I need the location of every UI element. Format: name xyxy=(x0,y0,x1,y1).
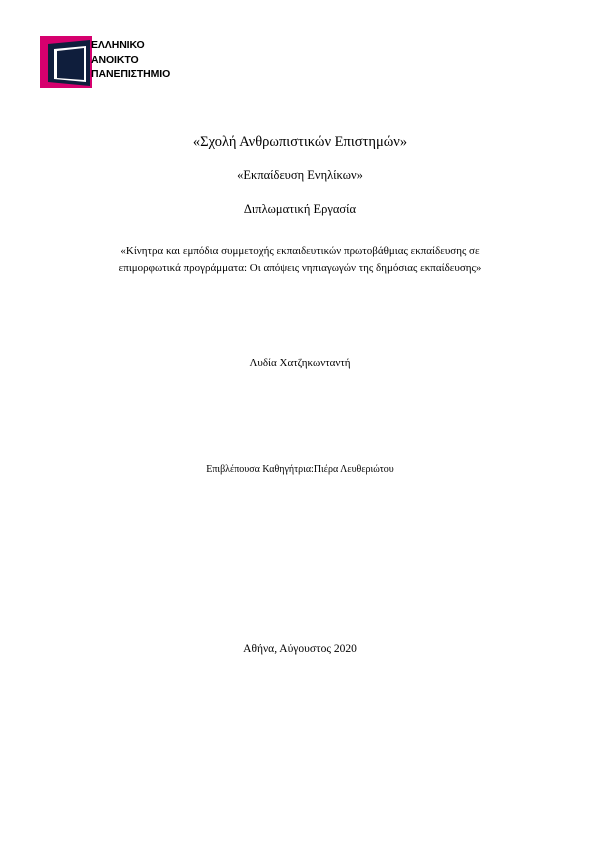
school-name: «Σχολή Ανθρωπιστικών Επιστημών» xyxy=(192,134,408,150)
thesis-title-line-2: επιμορφωτικά προγράμματα: Οι απόψεις νηπιαγωγών της δημόσιας εκπαίδευσης» xyxy=(118,262,482,274)
book-logo-icon xyxy=(40,36,92,88)
logo-wordmark xyxy=(91,38,170,82)
document-type: Διπλωματική Εργασία xyxy=(243,202,357,216)
logo-line-1: ΕΛΛΗΝΙΚΟ xyxy=(91,39,145,51)
supervisor: Επιβλέπουσα Καθηγήτρια:Πιέρα Λευθεριώτου xyxy=(206,464,394,475)
logo-line-2: ΑΝΟΙΚΤΟ xyxy=(91,53,139,66)
logo-line-3: ΠΑΝΕΠΙΣΤΗΜΙΟ xyxy=(91,68,171,80)
place-date: Αθήνα, Αύγουστος 2020 xyxy=(243,643,357,655)
program-name: «Εκπαίδευση Ενηλίκων» xyxy=(237,168,363,182)
thesis-title-line-1: «Κίνητρα και εμπόδια συμμετοχής εκπαιδευτικών πρωτοβάθμιας εκπαίδευσης σε xyxy=(120,245,480,257)
university-logo xyxy=(40,36,220,88)
author-name: Λυδία Χατζηκωνταντή xyxy=(249,357,351,369)
